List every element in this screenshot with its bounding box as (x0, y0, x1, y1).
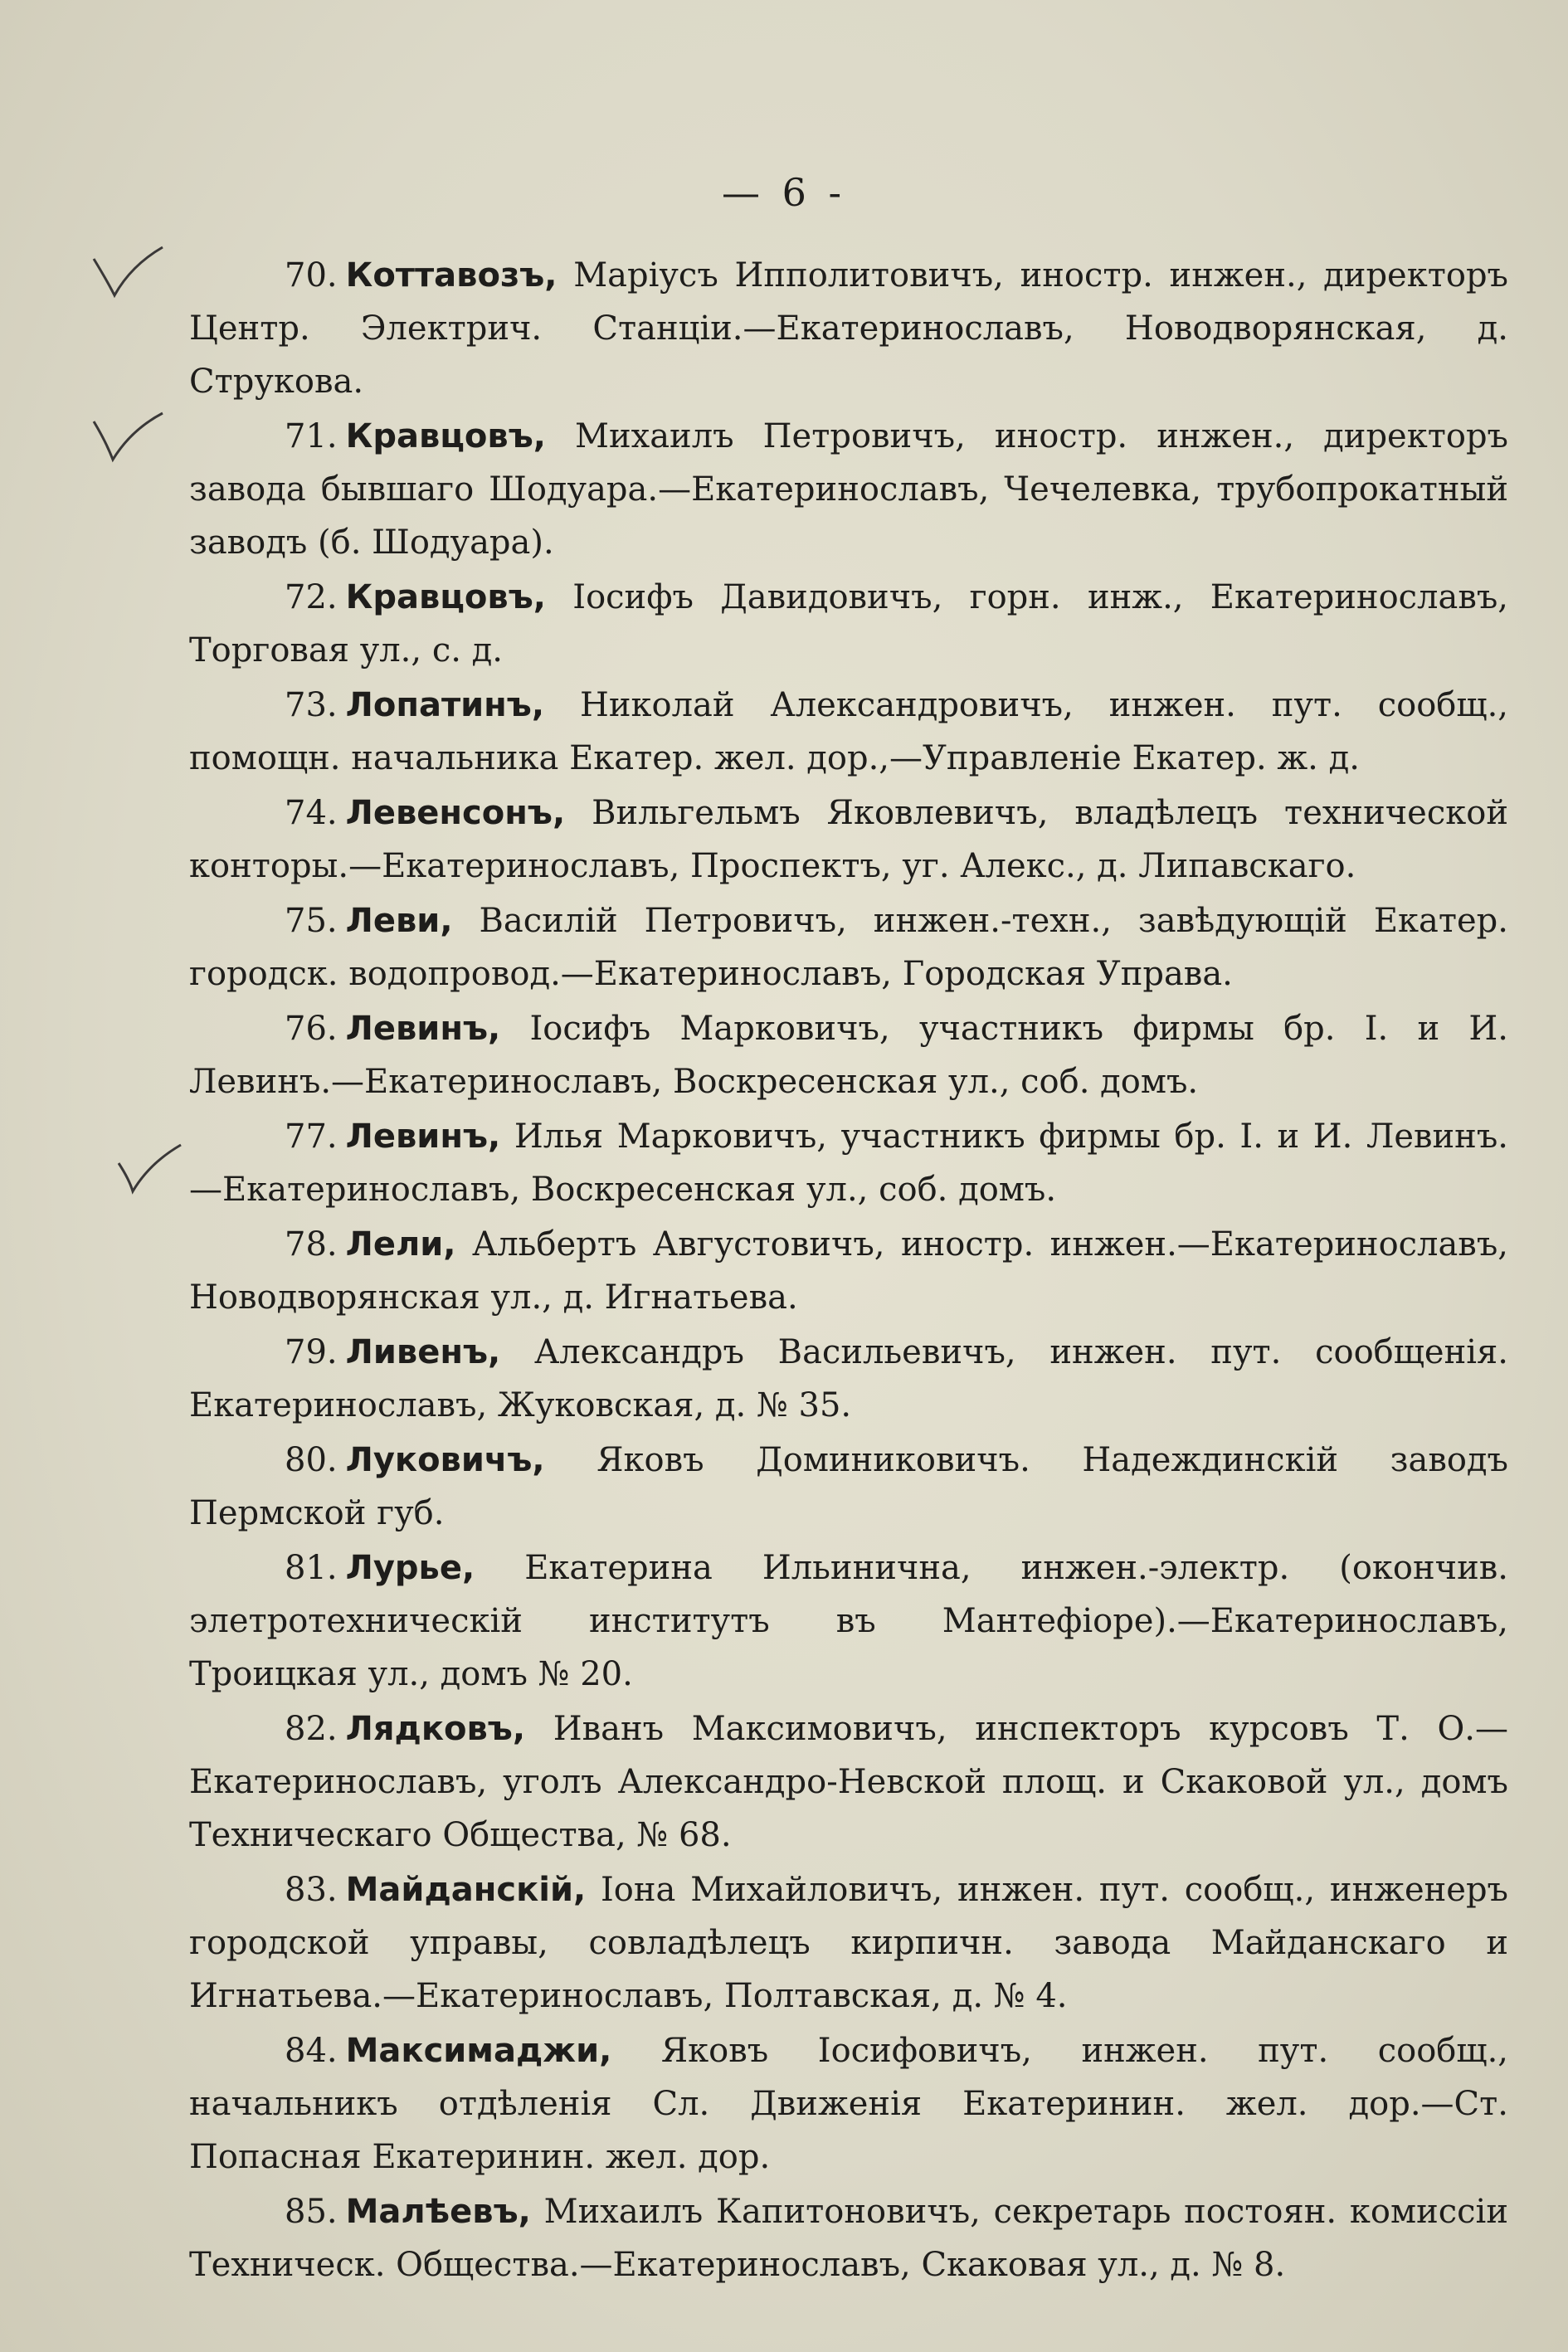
page-number: — 6 - (721, 170, 847, 215)
entry-text: Александръ Васильевичъ, инжен. пут. сообщенія. Екатеринославъ, Жуковская, д. № 35. (189, 1333, 1508, 1424)
entry-text: Альбертъ Августовичъ, иностр. инжен.—Екатеринославъ, Новодворянская ул., д. Игнатьева. (189, 1225, 1508, 1317)
entry-70: 70. Коттавозъ, Маріусъ Ипполитовичъ, иностр. инжен., директоръ Центр. Электрич. Станціи.—Екатеринославъ, Новодворянская, д. Струкова. (189, 256, 1508, 401)
entry-text: Іосифъ Давидовичъ, горн. инж., Екатеринославъ, Торговая ул., с. д. (189, 578, 1509, 670)
entry-85: 85. Малѣевъ, Михаилъ Капитоновичъ, секретарь постоян. комиссіи Техническ. Общества.—Екатеринославъ, Скаковая ул., д. № 8. (189, 2193, 1509, 2284)
entry-78: 78. Лели, Альбертъ Августовичъ, иностр. инжен.—Екатеринославъ, Новодворянская ул., д. Игнатьева. (189, 1225, 1508, 1317)
entry-surname: Левинъ, (345, 1118, 501, 1156)
entry-82: 82. Лядковъ, Иванъ Максимовичъ, инспекторъ курсовъ Т. О.—Екатеринославъ, уголъ Александро-Невской площ. и Скаковой ул., домъ Техническаго Общества, № 68. (189, 1710, 1508, 1854)
entry-text: Яковъ Іосифовичъ, инжен. пут. сообщ., начальникъ отдѣленія Сл. Движенія Екатеринин. жел. дор.—Ст. Попасная Екатеринин. жел. дор. (189, 2032, 1508, 2176)
entry-surname: Лурье, (345, 1549, 475, 1587)
entry-surname: Лопатинъ, (345, 686, 545, 724)
entry-surname: Левенсонъ, (345, 794, 566, 832)
entry-surname: Левинъ, (345, 1010, 501, 1048)
entry-text: Яковъ Доминиковичъ. Надеждинскій заводъ Пермской губ. (189, 1441, 1508, 1532)
entry-74: 74. Левенсонъ, Вильгельмъ Яковлевичъ, владѣлецъ технической конторы.—Екатеринославъ, Проспектъ, уг. Алекс., д. Липавскаго. (189, 794, 1508, 885)
entry-text: Іосифъ Марковичъ, участникъ фирмы бр. І. и И. Левинъ.—Екатеринославъ, Воскресенская ул., соб. домъ. (189, 1010, 1508, 1101)
entry-text: Василій Петровичъ, инжен.-техн., завѣдующій Екатер. городск. водопровод.—Екатеринославъ, Городская Управа. (189, 902, 1508, 993)
entry-surname: Луковичъ, (345, 1441, 545, 1479)
entry-75: 75. Леви, Василій Петровичъ, инжен.-техн., завѣдующій Екатер. городск. водопровод.—Екатеринославъ, Городская Управа. (189, 902, 1508, 993)
entry-surname: Леви, (345, 902, 453, 940)
entry-text: Маріусъ Ипполитовичъ, иностр. инжен., директоръ Центр. Электрич. Станціи.—Екатеринославъ, Новодворянская, д. Струкова. (189, 256, 1508, 401)
entry-text: Іона Михайловичъ, инжен. пут. сообщ., инженеръ городской управы, совладѣлецъ кирпичн. завода Майданскаго и Игнатьева.—Екатеринославъ, Полтавская, д. № 4. (189, 1871, 1509, 2015)
entry-surname: Малѣевъ, (345, 2193, 531, 2231)
entry-surname: Максимаджи, (345, 2032, 612, 2070)
entry-73: 73. Лопатинъ, Николай Александровичъ, инжен. пут. сообщ., помощн. начальника Екатер. жел. дор.,—Управленіе Екатер. ж. д. (189, 686, 1508, 777)
entry-79: 79. Ливенъ, Александръ Васильевичъ, инжен. пут. сообщенія. Екатеринославъ, Жуковская, д. № 35. (189, 1333, 1508, 1424)
entry-text: Илья Марковичъ, участникъ фирмы бр. І. и И. Левинъ.—Екатеринославъ, Воскресенская ул., соб. домъ. (189, 1118, 1508, 1209)
entry-surname: Майданскій, (345, 1871, 587, 1909)
entry-surname: Ливенъ, (345, 1333, 501, 1371)
entry-list (189, 249, 1508, 2293)
entry-text: Екатерина Ильинична, инжен.-электр. (окончив. элетротехническій институтъ въ Мантефіоре).—Екатеринославъ, Троицкая ул., домъ № 20. (189, 1549, 1508, 1693)
entry-surname: Коттавозъ, (345, 256, 558, 295)
entry-text: Николай Александровичъ, инжен. пут. сообщ., помощн. начальника Екатер. жел. дор.,—Управленіе Екатер. ж. д. (189, 686, 1508, 777)
handwritten-checkmark (90, 241, 164, 299)
entry-81: 81. Лурье, Екатерина Ильинична, инжен.-электр. (окончив. элетротехническій институтъ въ Мантефіоре).—Екатеринославъ, Троицкая ул., домъ № 20. (189, 1549, 1508, 1693)
entry-surname: Кравцовъ, (345, 578, 546, 616)
entry-76: 76. Левинъ, Іосифъ Марковичъ, участникъ фирмы бр. І. и И. Левинъ.—Екатеринославъ, Воскресенская ул., соб. домъ. (189, 1010, 1508, 1101)
entry-77: 77. Левинъ, Илья Марковичъ, участникъ фирмы бр. І. и И. Левинъ.—Екатеринославъ, Воскресенская ул., соб. домъ. (189, 1118, 1508, 1209)
entry-72: 72. Кравцовъ, Іосифъ Давидовичъ, горн. инж., Екатеринославъ, Торговая ул., с. д. (189, 578, 1509, 670)
entry-text: Михаилъ Капитоновичъ, секретарь постоян. комиссіи Техническ. Общества.—Екатеринославъ, Скаковая ул., д. № 8. (189, 2193, 1509, 2284)
entry-84: 84. Максимаджи, Яковъ Іосифовичъ, инжен. пут. сообщ., начальникъ отдѣленія Сл. Движенія Екатеринин. жел. дор.—Ст. Попасная Екатеринин. жел. дор. (189, 2032, 1508, 2176)
entry-text: Иванъ Максимовичъ, инспекторъ курсовъ Т. О.—Екатеринославъ, уголъ Александро-Невской площ. и Скаковой ул., домъ Техническаго Общества, № 68. (189, 1710, 1508, 1854)
entry-text: Михаилъ Петровичъ, иностр. инжен., директоръ завода бывшаго Шодуара.—Екатеринославъ, Чечелевка, трубопрокатный заводъ (б. Шодуара). (189, 417, 1508, 562)
entry-surname: Лядковъ, (345, 1710, 526, 1748)
handwritten-checkmark (90, 405, 164, 463)
entry-text: Вильгельмъ Яковлевичъ, владѣлецъ технической конторы.—Екатеринославъ, Проспектъ, уг. Алекс., д. Липавскаго. (189, 794, 1508, 885)
entry-surname: Лели, (345, 1225, 456, 1264)
entry-surname: Кравцовъ, (345, 417, 546, 455)
entry-80: 80. Луковичъ, Яковъ Доминиковичъ. Надеждинскій заводъ Пермской губ. (189, 1441, 1508, 1532)
handwritten-checkmark (114, 1138, 189, 1196)
entry-83: 83. Майданскій, Іона Михайловичъ, инжен. пут. сообщ., инженеръ городской управы, совладѣлецъ кирпичн. завода Майданскаго и Игнатьева.—Екатеринославъ, Полтавская, д. № 4. (189, 1871, 1509, 2015)
entry-71: 71. Кравцовъ, Михаилъ Петровичъ, иностр. инжен., директоръ завода бывшаго Шодуара.—Екатеринославъ, Чечелевка, трубопрокатный заводъ (б. Шодуара). (189, 417, 1508, 562)
